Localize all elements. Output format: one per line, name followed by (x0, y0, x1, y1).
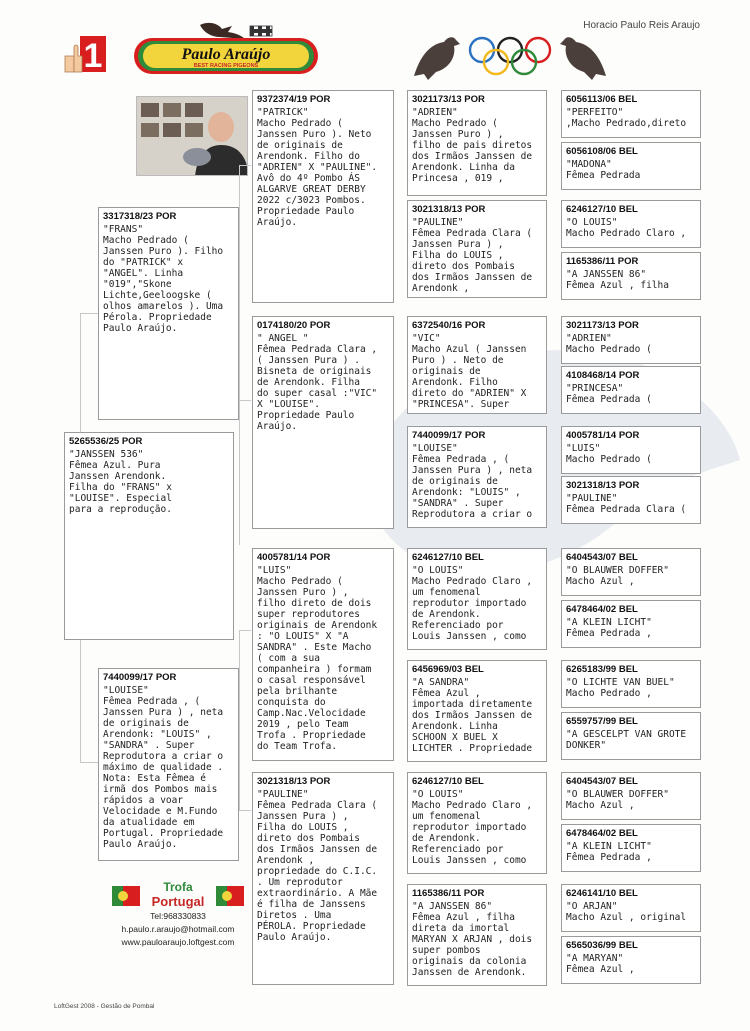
pigeon-description: "ADRIEN" Macho Pedrado ( (566, 333, 652, 355)
connector-line (239, 400, 251, 401)
ring-number: 6265183/99 BEL (566, 664, 638, 675)
pigeon-description: "ADRIEN" Macho Pedrado ( Janssen Puro ) , filho de pais diretos dos Irmãos Janssen de Arendonk. Linha da Princesa , 019 , (412, 107, 533, 184)
ring-number: 6478464/02 BEL (566, 604, 638, 615)
ring-number: 0174180/20 POR (257, 320, 331, 331)
pigeon-description: "VIC" Macho Azul ( Janssen Puro ) . Neto de originais de Arendonk. Filho direto do "ADRIEN" X "PRINCESA". Super (412, 333, 527, 410)
pigeon-description: "FRANS" Macho Pedrado ( Janssen Puro ). Filho do "PATRICK" x "ANGEL". Linha "019","Skone Lichte,Geeloogske ( olhos amarelos ). Uma Pérola. Propriedade Paulo Araújo. (103, 224, 224, 334)
footer-text: LoftGest 2008 - Gestão de Pombal (54, 1003, 155, 1010)
portugal-label: Portugal (151, 894, 205, 909)
ring-number: 5265536/25 POR (69, 436, 143, 447)
pedigree-card-gen3 (407, 426, 547, 528)
pigeon-description: "A SANDRA" Fêmea Azul , importada diretamente dos Irmãos Janssen de Arendonk. Linha SCHOON X BUEL X LICHTER . Propriedade (412, 677, 533, 754)
ring-number: 6056113/06 BEL (566, 94, 638, 105)
pigeon-description: "O ARJAN" Macho Azul , original (566, 901, 687, 923)
pigeon-description: "A GESCELPT VAN GROTE DONKER" (566, 729, 687, 751)
ring-number: 7440099/17 POR (103, 672, 177, 683)
pigeon-description: "PAULINE" Fêmea Pedrada Clara ( Janssen Pura ) , Filha do LOUIS , direto dos Pombais dos Irmãos Janssen de Arendonk , (412, 217, 533, 294)
ring-number: 7440099/17 POR (412, 430, 486, 441)
ring-number: 9372374/19 POR (257, 94, 331, 105)
pigeon-description: "O BLAUWER DOFFER" Macho Azul , (566, 565, 669, 587)
pedigree-card-gen4 (561, 936, 701, 984)
ring-number: 1165386/11 POR (412, 888, 485, 899)
pedigree-card-gen3 (407, 884, 547, 986)
ring-number: 6246127/10 BEL (412, 776, 484, 787)
pigeon-description: " ANGEL " Fêmea Pedrada Clara , ( Janssen Pura ) . Bisneta de originais de Arendonk. Filha do super casal :"VIC" X "LOUISE". Propriedade Paulo Araújo. (257, 333, 378, 432)
pedigree-card-gen4 (561, 426, 701, 474)
phone-number: Tel:968330833 (150, 911, 206, 921)
connector-line (80, 762, 98, 763)
badge-number: 1 (83, 37, 103, 74)
ring-number: 1165386/11 POR (566, 256, 639, 267)
pedigree-card-gen4 (561, 366, 701, 414)
pedigree-card-gen3 (407, 660, 547, 762)
pedigree-card-gen4 (561, 252, 701, 300)
pedigree-card-gen3 (407, 90, 547, 196)
connector-line (239, 165, 240, 545)
pigeon-description: "O BLAUWER DOFFER" Macho Azul , (566, 789, 669, 811)
pedigree-card-gen3 (407, 316, 547, 414)
pedigree-card-gen4 (561, 600, 701, 648)
pigeon-description: "LUIS" Macho Pedrado ( (566, 443, 652, 465)
pigeon-description: "JANSSEN 536" Fêmea Azul. Pura Janssen Arendonk. Filha do "FRANS" x "LOUISE". Especial para a reprodução. (69, 449, 172, 515)
pedigree-card-gen3 (407, 548, 547, 650)
pigeon-description: "PRINCESA" Fêmea Pedrada ( (566, 383, 652, 405)
ring-number: 3021173/13 POR (412, 94, 485, 105)
ring-number: 4005781/14 POR (257, 552, 331, 563)
ring-number: 4108468/14 POR (566, 370, 640, 381)
number-one-badge (62, 34, 108, 74)
pedigree-card-gen4 (561, 712, 701, 760)
ring-number: 6456969/03 BEL (412, 664, 484, 675)
pigeon-description: "LOUISE" Fêmea Pedrada , ( Janssen Pura ) , neta de originais de Arendonk: "LOUIS" , "SANDRA" . Super Reprodutora a criar o (412, 443, 533, 520)
logo-tagline: BEST RACING PIGEONS (193, 63, 259, 69)
pigeon-description: "A JANSSEN 86" Fêmea Azul , filha direta da imortal MARYAN X ARJAN , dois super pombos originais da colonia Janssen de Arendonk. (412, 901, 533, 978)
pigeon-description: "PATRICK" Macho Pedrado ( Janssen Puro ). Neto de originais de Arendonk. Filho do "ADRIEN" X "PAULINE". Avô do 4º Pombo ÁS ALGARVE GREAT DERBY 2022 c/3023 Pombos. Propriedade Paulo Araújo. (257, 107, 378, 228)
email-address[interactable]: h.paulo.r.araujo@hotmail.com (121, 924, 235, 934)
pedigree-card-sire (98, 207, 239, 420)
ring-number: 6246141/10 BEL (566, 888, 638, 899)
pedigree-card-subject (64, 432, 234, 640)
ring-number: 3317318/23 POR (103, 211, 177, 222)
contact-block (108, 880, 248, 948)
logo-name: Paulo Araújo (181, 46, 271, 63)
pedigree-card-gen4 (561, 142, 701, 190)
ring-number: 6246127/10 BEL (566, 204, 638, 215)
connector-line (239, 810, 251, 811)
pedigree-card-gen4 (561, 548, 701, 596)
connector-line (239, 630, 251, 631)
pigeon-description: "PAULINE" Fêmea Pedrada Clara ( Janssen Pura ) , Filha do LOUIS , direto dos Pombais dos Irmãos Janssen de Arendonk , propriedade do C.I.C. . Um reprodutor extraordinário. A Mãe é filha de Janssens Diretos . Uma PÉROLA. Propriedade Paulo Araújo. (257, 789, 378, 943)
ring-number: 6565036/99 BEL (566, 940, 638, 951)
ring-number: 3021318/13 POR (412, 204, 486, 215)
connector-line (239, 630, 240, 810)
pedigree-card-gen4 (561, 824, 701, 872)
pedigree-card-dam (98, 668, 239, 861)
website-link[interactable]: www.pauloaraujo.loftgest.com (121, 937, 235, 947)
trofa-label: Trofa (163, 880, 193, 894)
pigeon-description: "PAULINE" Fêmea Pedrada Clara ( (566, 493, 687, 515)
owner-name: Horacio Paulo Reis Araujo (583, 20, 700, 31)
olympic-rings-pigeons (410, 26, 610, 84)
pedigree-card-gen4 (561, 884, 701, 932)
pedigree-card-gen3 (407, 772, 547, 874)
pigeon-description: "MADONA" Fêmea Pedrada (566, 159, 641, 181)
pigeon-description: "A KLEIN LICHT" Fêmea Pedrada , (566, 841, 652, 863)
ring-number: 6404543/07 BEL (566, 776, 638, 787)
ring-number: 6404543/07 BEL (566, 552, 638, 563)
ring-number: 6246127/10 BEL (412, 552, 484, 563)
ring-number: 3021318/13 POR (257, 776, 331, 787)
ring-number: 6559757/99 BEL (566, 716, 638, 727)
ring-number: 3021173/13 POR (566, 320, 639, 331)
pigeon-description: "PERFEITO" ,Macho Pedrado,direto (566, 107, 687, 129)
pedigree-card-gen4 (561, 90, 701, 138)
pedigree-card-gen2 (252, 90, 394, 303)
pedigree-card-gen4 (561, 200, 701, 248)
pedigree-card-gen3 (407, 200, 547, 298)
ring-number: 6478464/02 BEL (566, 828, 638, 839)
paulo-araujo-logo (130, 22, 322, 78)
pigeon-description: "O LOUIS" Macho Pedrado Claro , um fenomenal reprodutor importado de Arendonk. Referenciado por Louis Janssen , como (412, 565, 533, 642)
pedigree-card-gen2 (252, 316, 394, 529)
pigeon-description: "A KLEIN LICHT" Fêmea Pedrada , (566, 617, 652, 639)
connector-line (80, 313, 98, 314)
pigeon-description: "O LOUIS" Macho Pedrado Claro , um fenomenal reprodutor importado de Arendonk. Referenciado por Louis Janssen , como (412, 789, 533, 866)
pedigree-card-gen4 (561, 772, 701, 820)
pedigree-card-gen2 (252, 772, 394, 985)
breeder-photo (136, 96, 248, 176)
pedigree-card-gen4 (561, 316, 701, 364)
pigeon-description: "LUIS" Macho Pedrado ( Janssen Puro ) , filho direto de dois super reprodutores originais de Arendonk : "O LOUIS" X "A SANDRA" . Este Macho ( com a sua companheira ) formam o casal responsável pela brilhante conquista do Camp.Nac.Velocidade 2019 , pelo Team Trofa . Propriedade do Team Trofa. (257, 565, 378, 752)
pigeon-description: "LOUISE" Fêmea Pedrada , ( Janssen Pura ) , neta de originais de Arendonk: "LOUIS" , "SANDRA" . Super Reprodutora a criar o máximo de qualidade . Nota: Esta Fêmea é irmã dos Pombos mais rápidos a voar Velocidade e M.Fundo da atualidade em Portugal. Propriedade Paulo Araújo. (103, 685, 224, 850)
pedigree-card-gen4 (561, 660, 701, 708)
ring-number: 6056108/06 BEL (566, 146, 638, 157)
pigeon-description: "A MARYAN" Fêmea Azul , (566, 953, 635, 975)
ring-number: 6372540/16 POR (412, 320, 486, 331)
pedigree-card-gen4 (561, 476, 701, 524)
ring-number: 3021318/13 POR (566, 480, 640, 491)
pedigree-card-gen2 (252, 548, 394, 761)
ring-number: 4005781/14 POR (566, 430, 640, 441)
pigeon-description: "A JANSSEN 86" Fêmea Azul , filha (566, 269, 669, 291)
connector-line (239, 165, 251, 166)
pigeon-description: "O LICHTE VAN BUEL" Macho Pedrado , (566, 677, 675, 699)
pigeon-description: "O LOUIS" Macho Pedrado Claro , (566, 217, 687, 239)
